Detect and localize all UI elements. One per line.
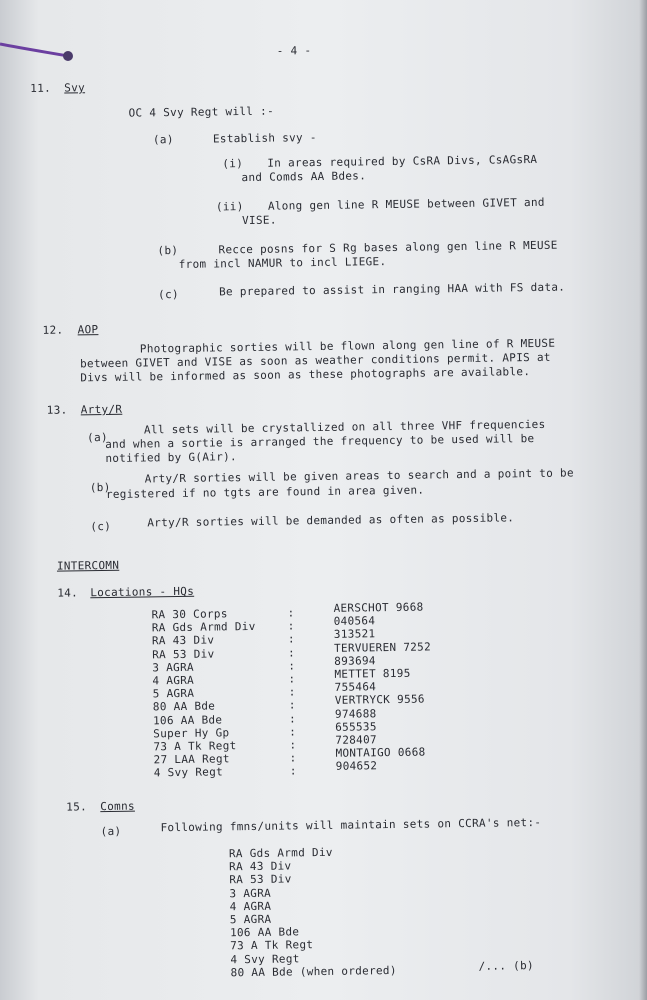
section-11-b-label: (b) <box>157 243 179 258</box>
location-value: 755464 <box>334 680 377 695</box>
section-11-i-line2: and Comds AA Bdes. <box>241 169 367 185</box>
location-unit: 80 AA Bde <box>152 699 216 714</box>
location-separator: : <box>289 725 297 739</box>
location-separator: : <box>288 685 296 699</box>
location-value: VERTRYCK 9556 <box>334 692 425 708</box>
section-11-ii-label: (ii) <box>215 200 244 214</box>
location-value: 313521 <box>333 627 376 642</box>
section-13-b-label: (b) <box>89 480 111 495</box>
comns-list-item: 4 AGRA <box>229 899 272 914</box>
comns-list-item: 80 AA Bde (when ordered) <box>230 963 397 980</box>
section-15-number: 15. <box>66 800 88 814</box>
section-11-i-line1: In areas required by CsRA Divs, CsAGsRA <box>267 152 538 170</box>
location-value: 728407 <box>335 733 377 747</box>
section-15-heading: Comns <box>100 799 135 814</box>
section-11-number: 11. <box>30 81 52 96</box>
location-separator: : <box>289 764 297 778</box>
location-value: 893694 <box>334 654 376 668</box>
page-number: - 4 - <box>276 44 312 58</box>
section-11-ii-line1: Along gen line R MEUSE between GIVET and <box>267 195 545 213</box>
section-13-b-line1: Arty/R sorties will be given areas to search and a point to be <box>144 466 574 486</box>
section-13-number: 13. <box>46 403 68 417</box>
section-13-a-line2: and when a sortie is arranged the frequency to be used will be <box>105 432 535 451</box>
section-13-b-line2: registered if no tgts are found in area given. <box>105 483 425 501</box>
section-15-a-label: (a) <box>100 824 122 839</box>
location-unit: RA 53 Div <box>152 647 215 661</box>
comns-list-item: RA Gds Armd Div <box>228 845 333 861</box>
comns-list-item: 3 AGRA <box>229 886 272 900</box>
section-11-b-line1: Recce posns for S Rg bases along gen line R MEUSE <box>218 238 558 257</box>
section-11-a-text: Establish svy - <box>212 131 317 146</box>
location-unit: 27 LAA Regt <box>153 752 230 767</box>
location-separator: : <box>289 738 297 752</box>
location-separator: : <box>287 619 295 633</box>
location-value: METTET 8195 <box>334 666 411 681</box>
location-value: TERVUEREN 7252 <box>333 640 432 655</box>
location-unit: RA 30 Corps <box>151 607 228 622</box>
section-13-c-text: Arty/R sorties will be demanded as often as possible. <box>147 511 515 530</box>
location-value: 974688 <box>334 706 377 721</box>
location-value: 655535 <box>335 720 377 734</box>
comns-list <box>0 0 640 5</box>
locations-table <box>0 0 640 5</box>
location-value: AERSCHOT 9668 <box>333 600 424 615</box>
comns-list-item: 4 Svy Regt <box>230 951 300 966</box>
continuation-marker: /... (b) <box>478 959 535 973</box>
intercomn-heading: INTERCOMN <box>56 558 120 573</box>
section-11-a-label: (a) <box>152 133 174 147</box>
section-13-heading: Arty/R <box>80 402 123 417</box>
section-12-line1: Photographic sorties will be flown along gen line of R MEUSE <box>139 336 556 356</box>
comns-list-item: RA 43 Div <box>229 859 292 874</box>
comns-list-item: 106 AA Bde <box>229 925 300 940</box>
location-value: 904652 <box>335 759 378 774</box>
section-12-line2: between GIVET and VISE as soon as weather conditions permit. APIS at <box>79 350 551 371</box>
section-15-a-text: Following fmns/units will maintain sets on CCRA's net:- <box>160 815 542 835</box>
section-13-a-label: (a) <box>87 430 108 445</box>
section-11-c-text: Be prepared to assist in ranging HAA with FS data. <box>218 280 566 299</box>
location-separator: : <box>289 751 297 765</box>
section-11-intro: OC 4 Svy Regt will :- <box>128 104 275 120</box>
location-unit: 3 AGRA <box>152 660 194 675</box>
section-11-b-line2: from incl NAMUR to incl LIEGE. <box>178 255 387 271</box>
section-11-c-label: (c) <box>158 287 179 302</box>
comns-list-item: 73 A Tk Regt <box>230 938 314 953</box>
location-unit: 4 Svy Regt <box>153 765 224 780</box>
section-12-number: 12. <box>42 323 64 337</box>
location-unit: 4 AGRA <box>152 673 195 688</box>
section-14-number: 14. <box>57 586 79 600</box>
section-13-a-line3: notified by G(Air). <box>105 450 238 465</box>
section-14-heading: Locations - HQs <box>90 584 195 600</box>
section-11-ii-line2: VISE. <box>242 213 277 228</box>
section-13-c-label: (c) <box>90 519 112 534</box>
section-11-i-label: (i) <box>222 157 244 171</box>
section-12-line3: Divs will be informed as soon as these photographs are available. <box>80 365 531 385</box>
location-unit: 73 A Tk Regt <box>153 739 237 754</box>
location-unit: 106 AA Bde <box>152 712 223 727</box>
location-separator: : <box>288 698 296 712</box>
section-11-heading: Svy <box>64 81 86 95</box>
location-unit: RA Gds Armd Div <box>151 620 256 635</box>
location-separator: : <box>288 672 296 686</box>
location-separator: : <box>287 632 295 646</box>
location-value: MONTAIGO 0668 <box>335 745 426 760</box>
section-13-a-line1: All sets will be crystallized on all three VHF frequencies <box>143 417 546 437</box>
comns-list-item: RA 53 Div <box>229 872 292 887</box>
location-separator: : <box>287 606 295 620</box>
location-separator: : <box>288 645 296 660</box>
location-unit: RA 43 Div <box>151 633 215 648</box>
section-12-heading: AOP <box>77 323 99 337</box>
comns-list-item: 5 AGRA <box>229 912 272 927</box>
location-separator: : <box>288 711 297 726</box>
location-separator: : <box>288 659 296 673</box>
location-unit: Super Hy Gp <box>153 726 230 741</box>
location-unit: 5 AGRA <box>152 686 195 701</box>
location-value: 040564 <box>333 614 376 629</box>
